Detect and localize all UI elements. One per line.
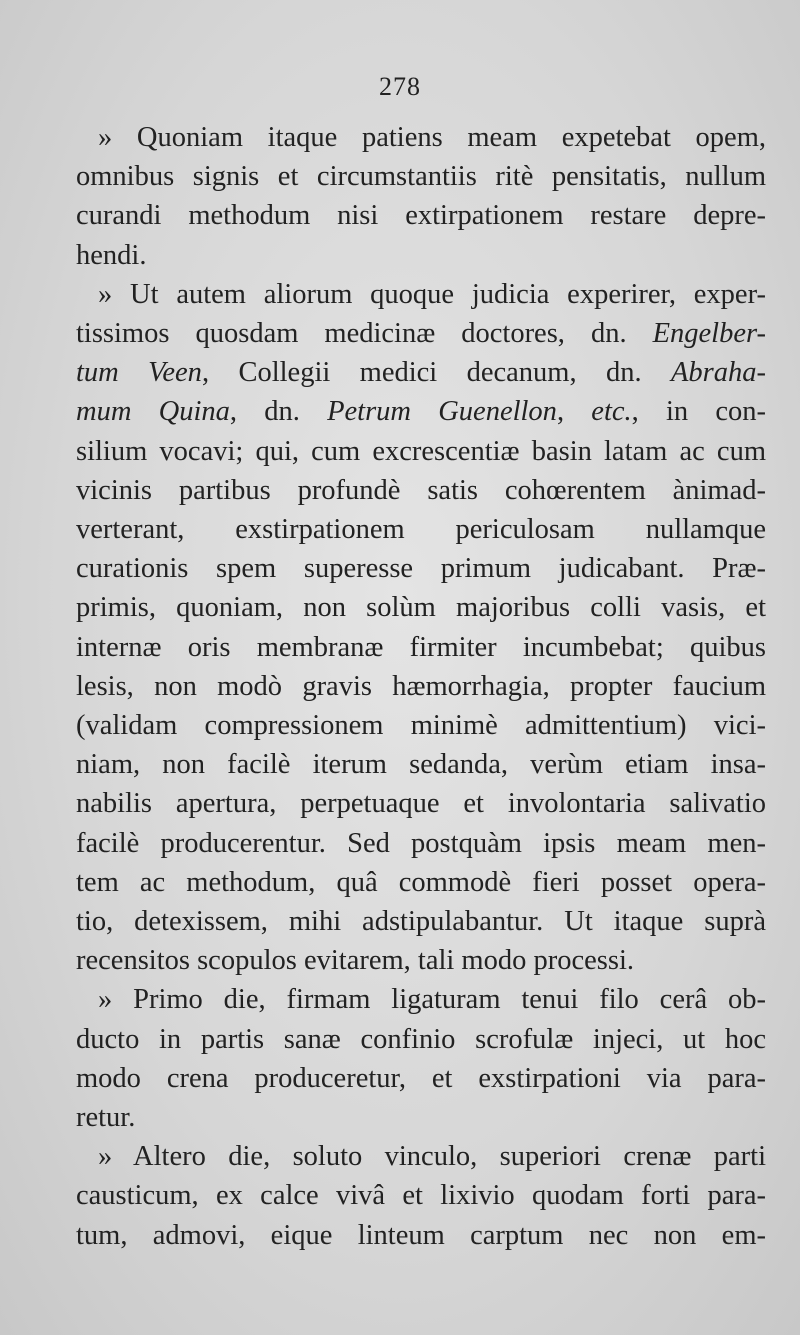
text-line: omnibus signis et circumstantiis ritè pensitatis, nullum (76, 161, 766, 193)
paragraph-1 (76, 118, 766, 275)
text-line (76, 392, 766, 431)
paragraph-2 (76, 275, 766, 981)
text-line: modo crena produceretur, et exstirpationi via para- (76, 1062, 766, 1094)
italic-name: Engelber- (652, 318, 766, 350)
text-line: vicinis partibus profundè satis cohœrentem ànimad- (76, 474, 766, 506)
text-line: tio, detexissem, mihi adstipulabantur. Ut itaque suprà (76, 906, 766, 938)
text-fragment: tissimos quosdam medicinæ doctores, dn. (76, 318, 653, 350)
text-line (76, 353, 766, 392)
text-line: verterant, exstirpationem periculosam nullamque (76, 514, 766, 546)
text-line: (validam compressionem minimè admittentium) vici- (76, 710, 766, 742)
paragraph-3 (76, 980, 766, 1137)
text-line: curandi methodum nisi extirpationem restare depre- (76, 200, 766, 232)
text-line: internæ oris membranæ firmiter incumbebat; quibus (76, 631, 766, 663)
italic-name: etc. (591, 396, 632, 428)
text-fragment: , Collegii medici decanum, dn. (201, 357, 671, 389)
text-fragment: , in con- (631, 396, 767, 428)
text-line: lesis, non modò gravis hæmorrhagia, propter faucium (76, 670, 766, 702)
text-line: facilè producerentur. Sed postquàm ipsis meam men- (76, 827, 766, 859)
text-line: causticum, ex calce vivâ et lixivio quodam forti para- (76, 1180, 766, 1212)
italic-name: Abraha- (670, 357, 766, 389)
text-fragment: , (556, 396, 592, 428)
paragraph-4 (76, 1137, 766, 1255)
text-line (76, 314, 766, 353)
text-line: » Ut autem aliorum quoque judicia experirer, exper- (98, 278, 766, 310)
italic-name: mum Quina (76, 396, 230, 428)
text-line: tem ac methodum, quâ commodè fieri posset opera- (76, 866, 766, 898)
text-line: curationis spem superesse primum judicabant. Præ- (76, 553, 766, 585)
italic-name: tum Veen (76, 357, 202, 389)
text-line: primis, quoniam, non solùm majoribus colli vasis, et (76, 592, 766, 624)
page-text (76, 118, 766, 1255)
text-line: nabilis apertura, perpetuaque et involontaria salivatio (76, 788, 766, 820)
text-line: » Altero die, soluto vinculo, superiori crenæ parti (98, 1141, 766, 1173)
text-fragment: , dn. (229, 396, 328, 428)
text-line: hendi. (76, 239, 147, 271)
text-line: silium vocavi; qui, cum excrescentiæ basin latam ac cum (76, 435, 766, 467)
text-line: niam, non facilè iterum sedanda, verùm etiam insa- (76, 749, 766, 781)
text-line: retur. (76, 1102, 136, 1134)
text-line: recensitos scopulos evitarem, tali modo processi. (76, 945, 634, 977)
text-line: tum, admovi, eique linteum carptum nec non em- (76, 1219, 766, 1251)
text-line: » Quoniam itaque patiens meam expetebat opem, (98, 122, 766, 153)
page-number: 278 (379, 72, 421, 101)
text-line: ducto in partis sanæ confinio scrofulæ injeci, ut hoc (76, 1023, 766, 1055)
text-line: » Primo die, firmam ligaturam tenui filo cerâ ob- (98, 984, 766, 1016)
italic-name: Petrum Guenellon (327, 396, 557, 428)
